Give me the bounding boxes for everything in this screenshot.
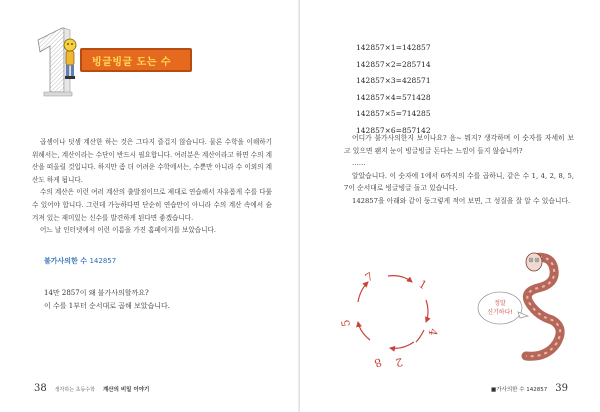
right-paragraph-1: 어디가 불가사의한지 보이나요? 음~ 뭐지? 생각하며 이 숫자를 자세히 보고 있으면 왠지 눈이 빙글빙글 돈다는 느낌이 들지 않습니까?: [344, 134, 574, 155]
section-heading: [44, 256, 116, 266]
footer-series: 생각하는 초등수학: [54, 387, 95, 393]
left-paragraph-3: 어느 날 인터넷에서 이런 이름을 가진 홈페이지를 보았습니다.: [40, 226, 217, 235]
multiplication-row: 142857×2=285714: [356, 59, 431, 69]
left-paragraph-2: 수의 계산은 이런 여러 계산의 출발점이므로 제대로 연습해서 자유롭게 수를 다룰 수 있어야 합니다. 그런데 가능하다면 단순히 연습만이 아니라 수의 계산 속에서 숨겨져 있는 재미있는 신수를 발견하게 된다면 좋겠습니다.: [32, 188, 272, 222]
left-footer: [34, 383, 149, 394]
footer-book-title: 계산의 비밀 이야기: [102, 387, 150, 393]
chapter-title-banner: [80, 48, 192, 72]
right-paragraph-3: 142857을 아래와 같이 둥그렇게 적어 보면, 그 성질을 잘 알 수 있습니다.: [352, 196, 571, 205]
left-line-2: 이 수를 1부터 순서대로 곱해 보았습니다.: [44, 301, 170, 310]
multiplication-list: [356, 40, 431, 139]
left-paragraph-1: 곱셈이나 덧셈 계산한 하는 것은 그다지 즐겁지 않습니다. 물론 수학을 이해하기 위해서는, 계산이라는 수단이 반드시 필요합니다. 여러분은 계산이라고 하면 수의 계산을 떠올릴 것입니다. 하지만 좀 더 어려운 수학에서는, 수뿐만 아니라 수 이외의 계산도 하게 됩니다.: [32, 138, 272, 184]
chapter-title: 빙글빙글 도는 수: [92, 56, 172, 68]
left-line-1: 14만 2857이 왜 불가사의할까요?: [44, 289, 149, 297]
section-heading-text: 불가사의한 수: [44, 257, 88, 265]
cycle-digit: 5: [338, 318, 353, 328]
multiplication-row: 142857×1=142857: [356, 43, 431, 52]
yellow-character-icon: [62, 38, 78, 80]
left-page-number: 38: [34, 383, 47, 394]
right-paragraph-2: 알았습니다. 이 숫자에 1에서 6까지의 수를 곱하니, 같은 수 1, 4, 2, 8, 5, 7이 순서대로 빙글빙글 돌고 있습니다.: [344, 171, 574, 193]
speech-bubble-line-1: 정말: [494, 300, 506, 307]
multiplication-row: 142857×6=857142: [356, 125, 431, 135]
multiplication-row: 142857×3=428571: [356, 76, 431, 85]
right-footer: [491, 383, 568, 394]
right-page-number: 39: [555, 383, 568, 394]
footer-chapter: ■가사의한 수 142857: [491, 387, 548, 393]
cycle-digit: 2: [394, 355, 404, 370]
cycle-digit: 1: [416, 277, 430, 293]
right-page: [300, 0, 600, 412]
right-body-text: [344, 132, 574, 208]
cycle-digit: 4: [425, 327, 440, 337]
left-body-text: [32, 136, 272, 237]
multiplication-row: 142857×5=714285: [356, 109, 431, 118]
cycle-digit: 8: [372, 355, 384, 370]
speech-bubble-line-2: 신기하다!: [487, 309, 513, 316]
digit-cycle-diagram: [338, 262, 450, 370]
section-heading-number: 142857: [89, 257, 117, 265]
right-ellipsis: ……: [352, 159, 366, 168]
left-question-lines: [44, 287, 264, 312]
cycle-digit: 7: [363, 269, 376, 285]
snake-illustration: [472, 248, 572, 366]
multiplication-row: 142857×4=571428: [356, 92, 431, 102]
